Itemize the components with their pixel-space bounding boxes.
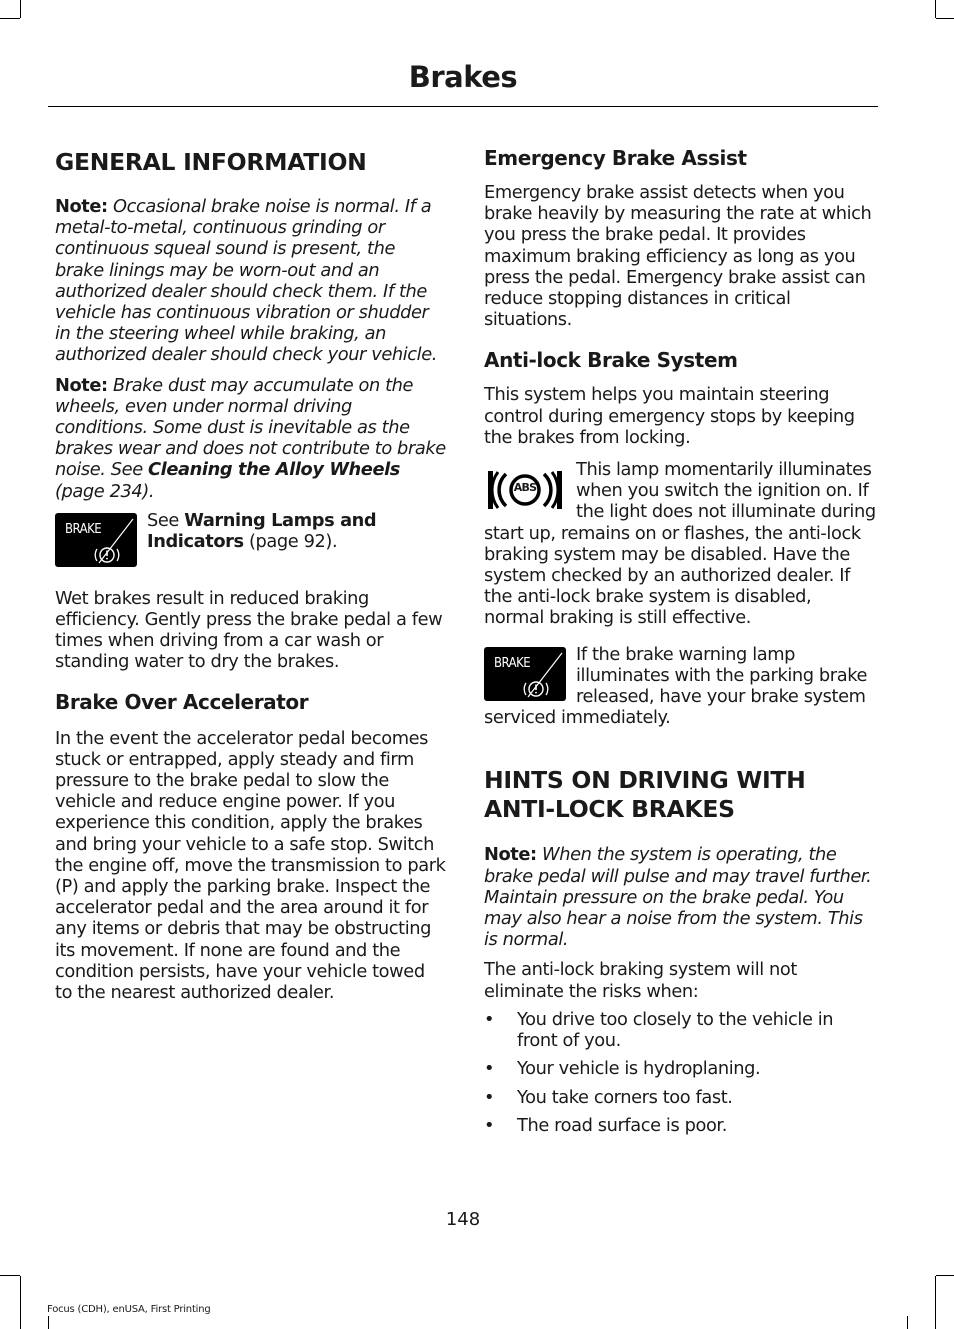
brake-over-accelerator-text: In the event the accelerator pedal becomes stuck or entrapped, apply steady and firm pressure to the brake pedal to slow the vehicle and reduce engine power. If you experience this condition, apply the brakes and bring your vehicle to a safe stop. Switch the engine off, move the transmission to park (P) and apply the parking brake. Inspect the accelerator pedal and the area around it for any items or debris that may be obstructing its movement. If none are found and the condition persists, have your vehicle towed to the nearest authorized dealer. [55, 727, 446, 1004]
crop-mark [20, 0, 21, 18]
note-label: Note: [484, 844, 537, 866]
crop-mark [936, 1275, 954, 1276]
brake-warning-icon [55, 513, 137, 567]
brake-lamp-description [484, 644, 876, 729]
warning-lamps-link[interactable]: Warning Lamps and Indicators [147, 509, 377, 553]
list-item [484, 1115, 876, 1136]
title-divider [48, 106, 878, 107]
abs-icon-label: ABS [513, 481, 537, 495]
list-item-text: You drive too closely to the vehicle in front of you. [517, 1008, 834, 1052]
brake-icon-label: BRAKE [65, 521, 102, 537]
brake-icon-label: BRAKE [494, 655, 531, 671]
crop-mark [0, 1275, 20, 1276]
cleaning-alloy-wheels-link[interactable]: Cleaning the Alloy Wheels [148, 459, 400, 481]
note-label: Note: [55, 374, 108, 396]
bullet: • [484, 1086, 495, 1108]
warning-lamps-reference [55, 510, 447, 571]
crop-mark [0, 18, 20, 19]
crop-mark [48, 1316, 49, 1329]
abs-warning-icon [484, 462, 566, 518]
emergency-brake-assist-text: Emergency brake assist detects when you brake heavily by measuring the rate at which you press the brake pedal. It provides maximum braking efficiency as long as you press the pedal. Emergency brake assist can reduce stopping distances in critical situations. [484, 182, 872, 331]
hints-anti-lock-heading [484, 766, 876, 824]
abs-risks-list [484, 1009, 876, 1136]
wet-brakes-text: Wet brakes result in reduced braking efficiency. Gently press the brake pedal a few times when driving from a car wash or standing water to dry the brakes. [55, 587, 443, 673]
page-reference: (page 92). [248, 531, 338, 553]
page-number: 148 [445, 1209, 481, 1230]
bullet: • [484, 1008, 495, 1030]
list-item-text: You take corners too fast. [517, 1086, 733, 1108]
footer-edition: Focus (CDH), enUSA, First Printing [47, 1304, 211, 1315]
emergency-brake-assist-heading: Emergency Brake Assist [484, 146, 747, 170]
crop-mark [20, 1276, 21, 1329]
crop-mark [935, 1276, 936, 1329]
hints-heading-line2: ANTI-LOCK BRAKES [484, 795, 735, 824]
list-item [484, 1009, 876, 1051]
note-text: When the system is operating, the brake pedal will pulse and may travel further. Maintain pressure on the brake pedal. You may also hear a noise from the system. This is normal. [484, 844, 872, 951]
anti-lock-brake-system-heading: Anti-lock Brake System [484, 348, 738, 373]
crop-mark [936, 18, 954, 19]
left-column [55, 140, 447, 1003]
abs-risks-intro: The anti-lock braking system will not eliminate the risks when: [484, 959, 797, 1002]
page-reference: (page 234). [55, 480, 155, 502]
bullet: • [484, 1058, 495, 1080]
hints-heading-line1: HINTS ON DRIVING WITH [484, 766, 806, 795]
note-system-operating [484, 844, 876, 950]
list-item-text: The road surface is poor. [517, 1114, 727, 1136]
page-title: Brakes [408, 60, 518, 94]
list-item [484, 1058, 876, 1079]
abs-lamp-text: This lamp momentarily illuminates when you switch the ignition on. If the light does not illuminate during start up, remains on or flashes, the anti-lock braking system may be disabled. Have the system checked by an authorized dealer. If the anti-lock brake system is disabled, normal braking is still effective. [484, 459, 876, 629]
note-text: Occasional brake noise is normal. If a metal-to-metal, continuous grinding or continuous squeal sound is present, the brake linings may be worn-out and an authorized dealer should check them. If the vehicle has continuous vibration or shudder in the steering wheel while braking, an authorized dealer should check your vehicle. [55, 196, 438, 366]
note-label: Note: [55, 196, 108, 217]
note-brake-dust [55, 375, 447, 502]
note-brake-noise [55, 196, 447, 366]
note-text: Brake dust may accumulate on the wheels, even under normal driving conditions. Some dust is inevitable as the brakes wear and does not contribute to brake noise. See [55, 374, 446, 481]
see-prefix: See [147, 509, 179, 531]
crop-mark [907, 1316, 908, 1329]
list-item [484, 1087, 876, 1108]
general-information-heading: GENERAL INFORMATION [55, 148, 367, 176]
abs-lamp-description [484, 459, 876, 629]
crop-mark [935, 0, 936, 18]
brake-lamp-text: If the brake warning lamp illuminates with the parking brake released, have your brake system serviced immediately. [484, 643, 867, 729]
brake-warning-icon [484, 647, 566, 701]
list-item-text: Your vehicle is hydroplaning. [517, 1058, 761, 1080]
right-column [484, 140, 876, 1143]
bullet: • [484, 1114, 495, 1136]
anti-lock-brake-system-text: This system helps you maintain steering control during emergency stops by keeping the brakes from locking. [484, 384, 855, 448]
brake-over-accelerator-heading: Brake Over Accelerator [55, 689, 309, 714]
